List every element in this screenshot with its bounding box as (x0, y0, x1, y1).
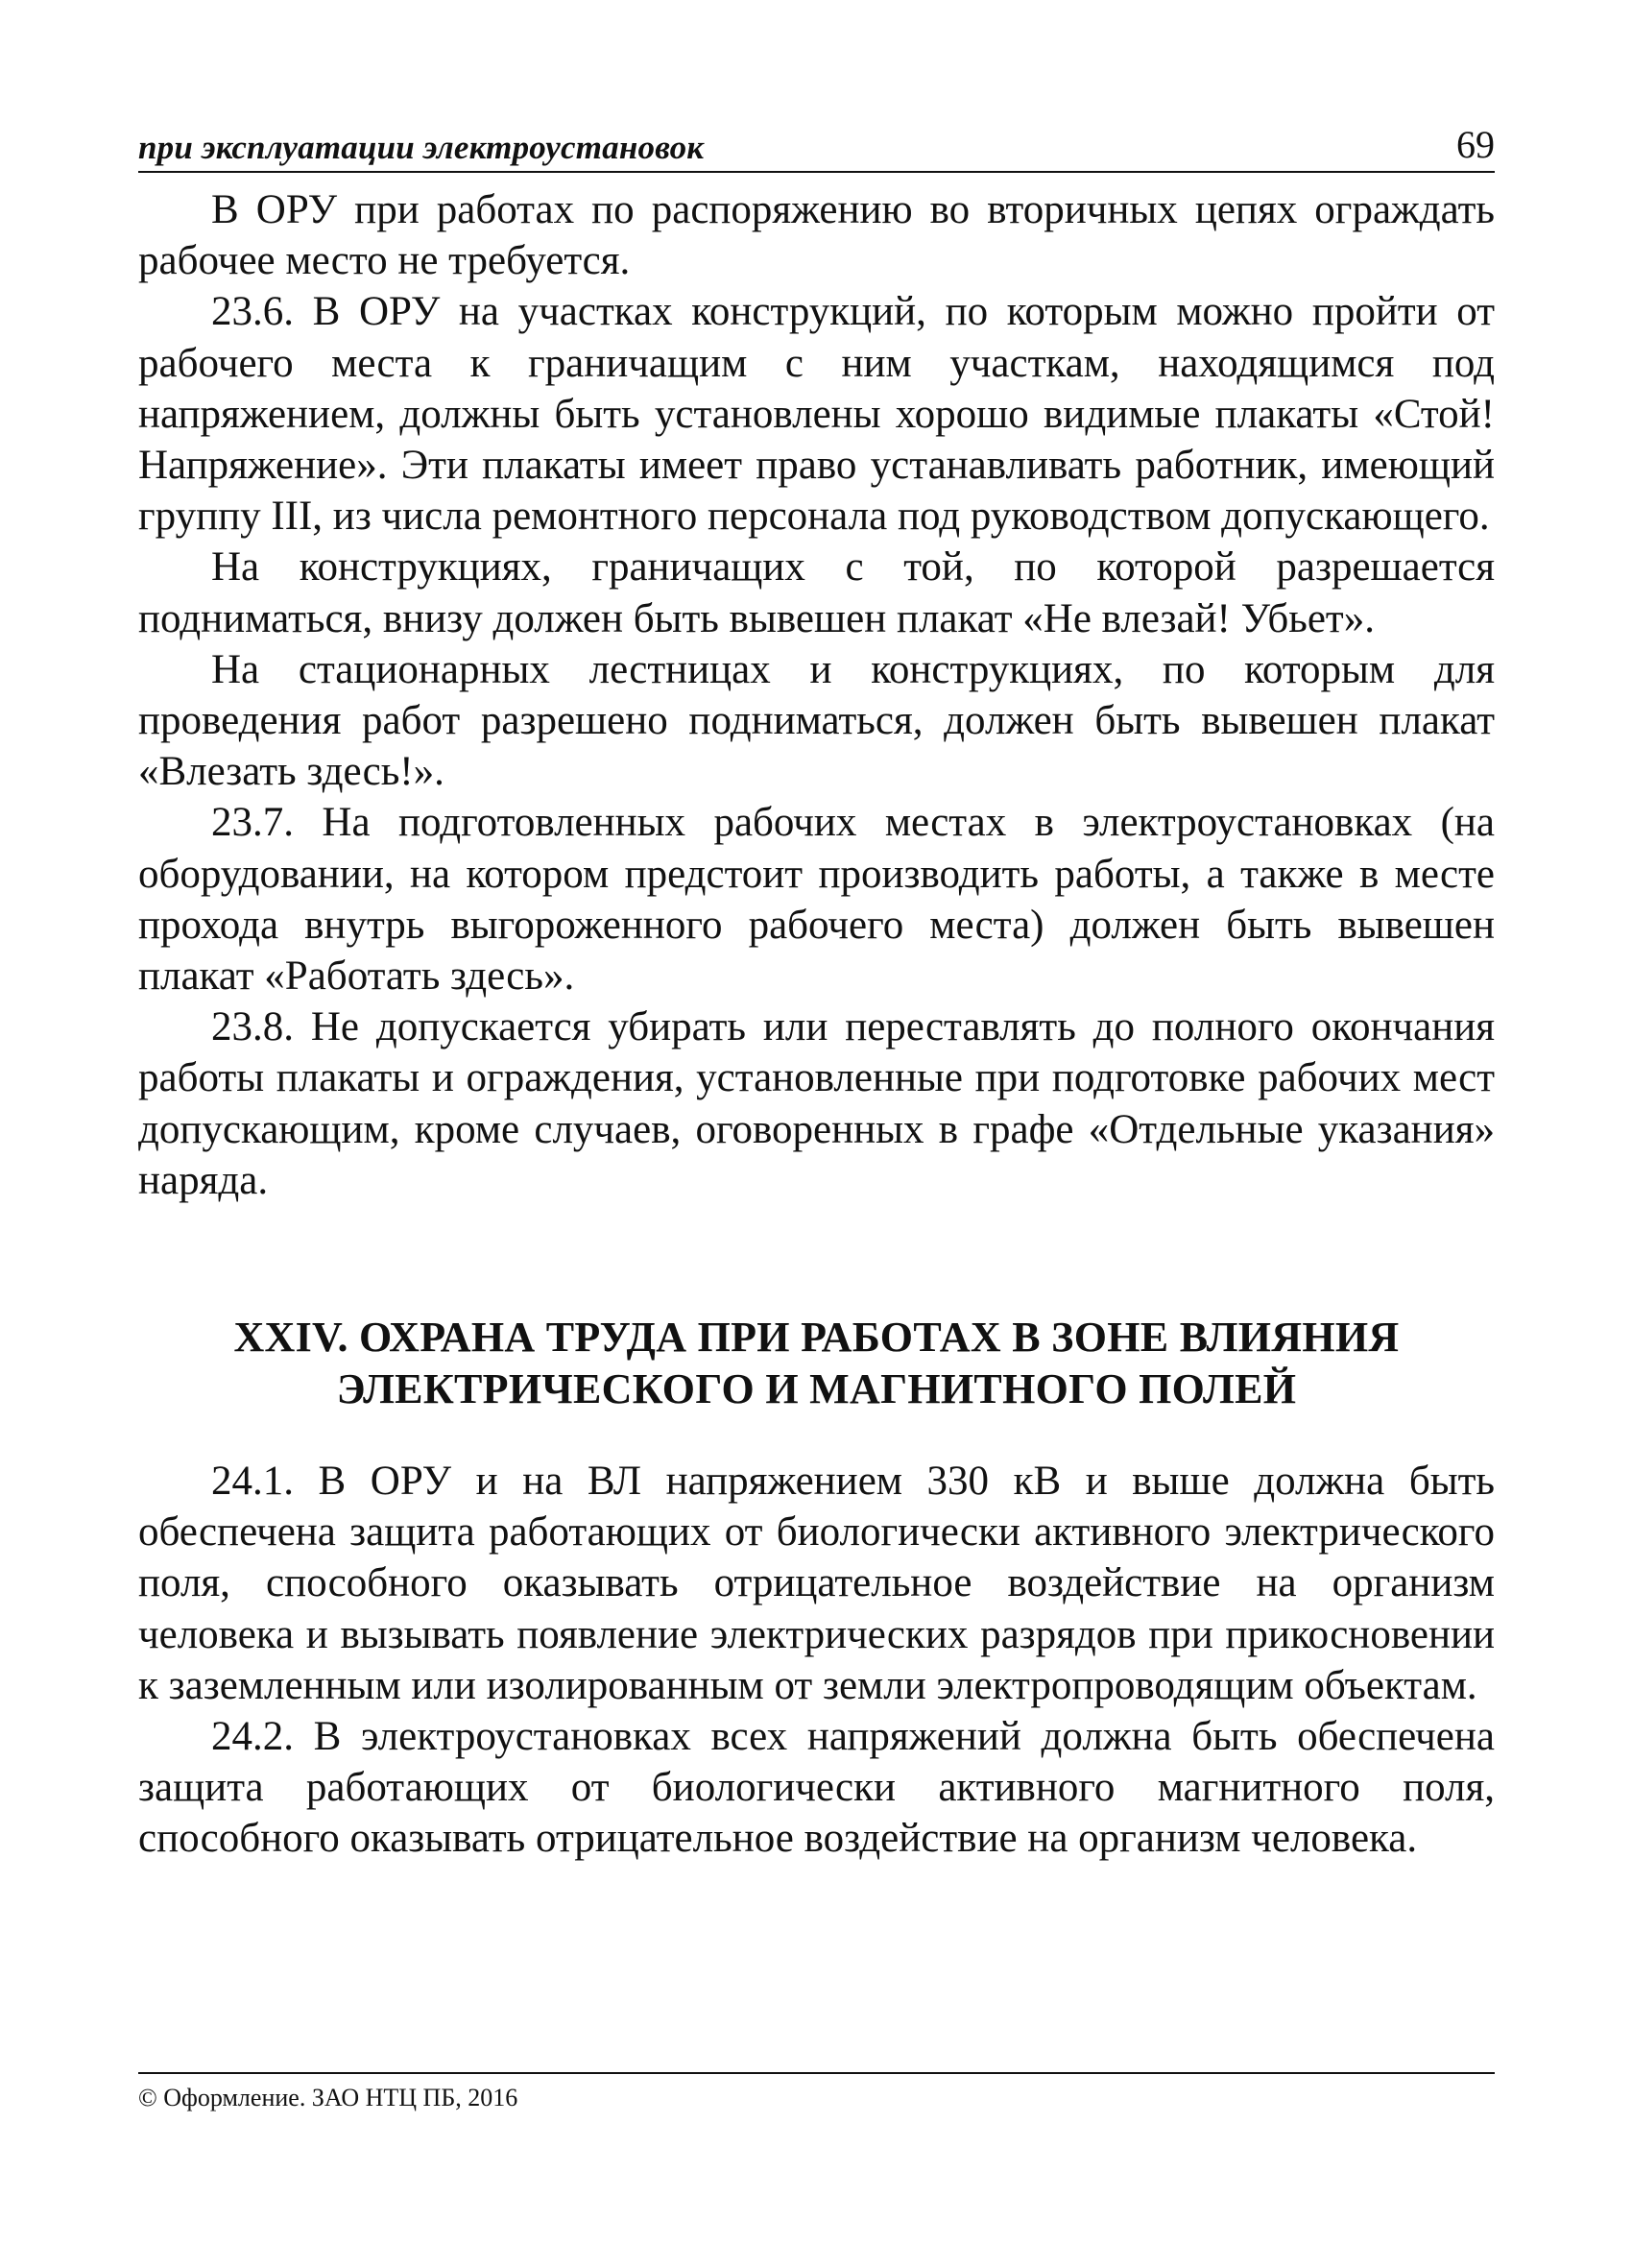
section-heading-line: XXIV. ОХРАНА ТРУДА ПРИ РАБОТАХ В ЗОНЕ ВЛИЯНИЯ (233, 1314, 1400, 1362)
paragraph: 23.8. Не допускается убирать или переставлять до полного окончания работы плакаты и ограждения, установленные при подготовке рабочих мест допускающим, кроме случаев, оговоренных в графе «Отдельные указания» наряда. (138, 1004, 1495, 1203)
paragraph: В ОРУ при работах по распоряжению во вторичных цепях ограждать рабочее место не требуется. (138, 187, 1495, 284)
paragraph: 23.6. В ОРУ на участках конструкций, по которым можно пройти от рабочего места к граничащим с ним участкам, находящимся под напряжением, должны быть установлены хорошо видимые плакаты «Стой! Напряжение». Эти плакаты имеет право устанавливать работник, имеющий группу III, из числа ремонтного персонала под руководством допускающего. (138, 289, 1495, 540)
document-page (138, 115, 1495, 2160)
paragraph: На конструкциях, граничащих с той, по которой разрешается подниматься, внизу должен быть вывешен плакат «Не влезай! Убьет». (138, 544, 1495, 641)
section-heading (138, 1312, 1495, 1415)
paragraph: На стационарных лестницах и конструкциях, по которым для проведения работ разрешено подниматься, должен быть вывешен плакат «Влезать здесь!». (138, 646, 1495, 795)
footer (138, 2072, 1495, 2112)
running-head-title: при эксплуатации электроустановок (138, 129, 705, 166)
paragraph: 24.1. В ОРУ и на ВЛ напряжением 330 кВ и выше должна быть обеспечена защита работающих от биологически активного электрического поля, способного оказывать отрицательное воздействие на организм человека и вызывать появление электрических разрядов при прикосновении к заземленным или изолированным от земли электропроводящим объектам. (138, 1459, 1495, 1708)
section-heading-line: ЭЛЕКТРИЧЕСКОГО И МАГНИТНОГО ПОЛЕЙ (336, 1365, 1297, 1413)
paragraph: 23.7. На подготовленных рабочих местах в электроустановках (на оборудовании, на котором предстоит производить работы, а также в месте прохода внутрь выгороженного рабочего места) должен быть вывешен плакат «Работать здесь». (138, 800, 1495, 1000)
paragraph: 24.2. В электроустановках всех напряжений должна быть обеспечена защита работающих от биологически активного магнитного поля, способного оказывать отрицательное воздействие на организм человека. (138, 1714, 1495, 1862)
running-head (138, 115, 1495, 173)
document-body (138, 184, 1495, 1865)
copyright-notice: © Оформление. ЗАО НТЦ ПБ, 2016 (138, 2084, 518, 2111)
page-number: 69 (1456, 123, 1495, 166)
